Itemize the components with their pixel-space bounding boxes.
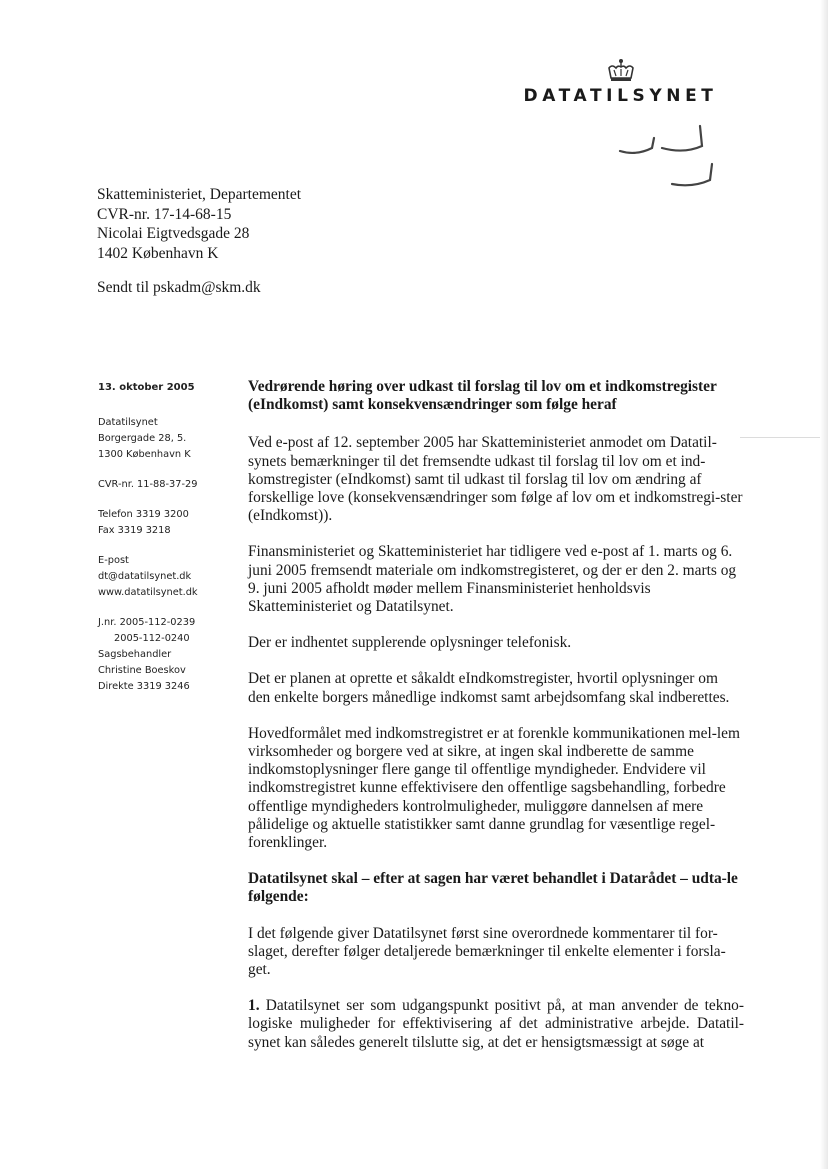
scan-artifact-line — [740, 437, 820, 438]
numbered-paragraph — [248, 997, 744, 1052]
case-handler-label: Sagsbehandler — [98, 649, 172, 660]
statement-heading: Datatilsynet skal – efter at sagen har været behandlet i Datarådet – udta-le følgende: — [248, 870, 738, 906]
sender-address — [98, 415, 228, 463]
letter-date: 13. oktober 2005 — [98, 382, 195, 393]
letterhead-logo — [513, 58, 728, 106]
paragraph-text: Datatilsynet ser som udgangspunkt positivt på, at man anvender de tekno-logiske muligheder for effektivisering af det administrative arbejde. Datatil-synet kan således generelt tilslutte sig, at det er hensigtsmæssigt at søge at — [248, 997, 744, 1051]
page-edge-shadow — [820, 0, 828, 1169]
recipient-line: Skatteministeriet, Departementet — [97, 186, 302, 203]
sender-fax: Fax 3319 3218 — [98, 525, 171, 536]
body-paragraph: Hovedformålet med indkomstregistret er at forenkle kommunikationen mel-lem virksomheder og borgere ved at sikre, at ingen skal indberette de samme indkomstoplysninger flere gange til offentlige myndigheder. Endvidere vil indkomstregistret kunne effektivisere den offentlige sagsbehandling, forbedre offentlige myndigheders kontrolmuligheder, muliggøre dannelsen af mere pålidelige og aktuelle statistikker samt danne grundlag for væsentlige regel-forenklinger. — [248, 724, 740, 852]
sender-sidebar — [98, 380, 228, 695]
crown-icon — [606, 58, 636, 84]
case-info — [98, 615, 228, 695]
sent-to-line: Sendt til pskadm@skm.dk — [97, 279, 261, 296]
letter-body — [248, 378, 744, 1070]
direct-phone: Direkte 3319 3246 — [98, 681, 190, 692]
body-paragraph: Der er indhentet supplerende oplysninger telefonisk. — [248, 634, 572, 652]
sender-phone-group — [98, 507, 228, 539]
paragraph-number: 1. — [248, 997, 260, 1015]
sender-address-line: Datatilsynet — [98, 417, 158, 428]
email-label: E-post — [98, 555, 129, 566]
sender-cvr: CVR-nr. 11-88-37-29 — [98, 479, 198, 490]
recipient-line: Nicolai Eigtvedsgade 28 — [97, 225, 250, 242]
sender-email: dt@datatilsynet.dk — [98, 571, 192, 582]
journal-number: J.nr. 2005-112-0239 — [98, 617, 196, 628]
sender-address-line: 1300 København K — [98, 449, 191, 460]
handwritten-mark — [612, 118, 722, 193]
sender-address-line: Borgergade 28, 5. — [98, 433, 187, 444]
recipient-address — [97, 185, 301, 263]
recipient-line: CVR-nr. 17-14-68-15 — [97, 205, 232, 223]
journal-number-2: 2005-112-0240 — [114, 633, 190, 644]
sender-phone: Telefon 3319 3200 — [98, 509, 189, 520]
body-paragraph: I det følgende giver Datatilsynet først sine overordnede kommentarer til for-slaget, derefter følger detaljerede bemærkninger til enkelte elementer i forsla-get. — [248, 924, 726, 979]
logo-wordmark: DATATILSYNET — [523, 86, 718, 106]
body-paragraph: Ved e-post af 12. september 2005 har Skatteministeriet anmodet om Datatil-synets bemærkninger til det fremsendte udkast til forslag til lov om et ind-komstregister (eIndkomst) samt til udkast til forslag til lov om ændring af forskellige love (konsekvensændringer som følge af lov om et indkomstregi-ster (eIndkomst)). — [248, 434, 743, 525]
body-paragraph: Finansministeriet og Skatteministeriet har tidligere ved e-post af 1. marts og 6. juni 2005 fremsendt materiale om indkomstregisteret, og der er den 2. marts og 9. juni 2005 afholdt møder mellem Finansministeriet henholdsvis Skatteministeriet og Datatilsynet. — [248, 543, 737, 616]
sender-web: www.datatilsynet.dk — [98, 587, 198, 598]
sender-contact-group — [98, 553, 228, 601]
body-paragraph: Det er planen at oprette et såkaldt eIndkomstregister, hvortil oplysninger om den enkelte borgers månedlige indkomst samt arbejdsomfang skal indberettes. — [248, 670, 730, 706]
letter-title: Vedrørende høring over udkast til forslag til lov om et indkomstregister (eIndkomst) samt konsekvensændringer som følge heraf — [248, 378, 717, 414]
recipient-line: 1402 København K — [97, 244, 219, 262]
case-handler-name: Christine Boeskov — [98, 665, 186, 676]
